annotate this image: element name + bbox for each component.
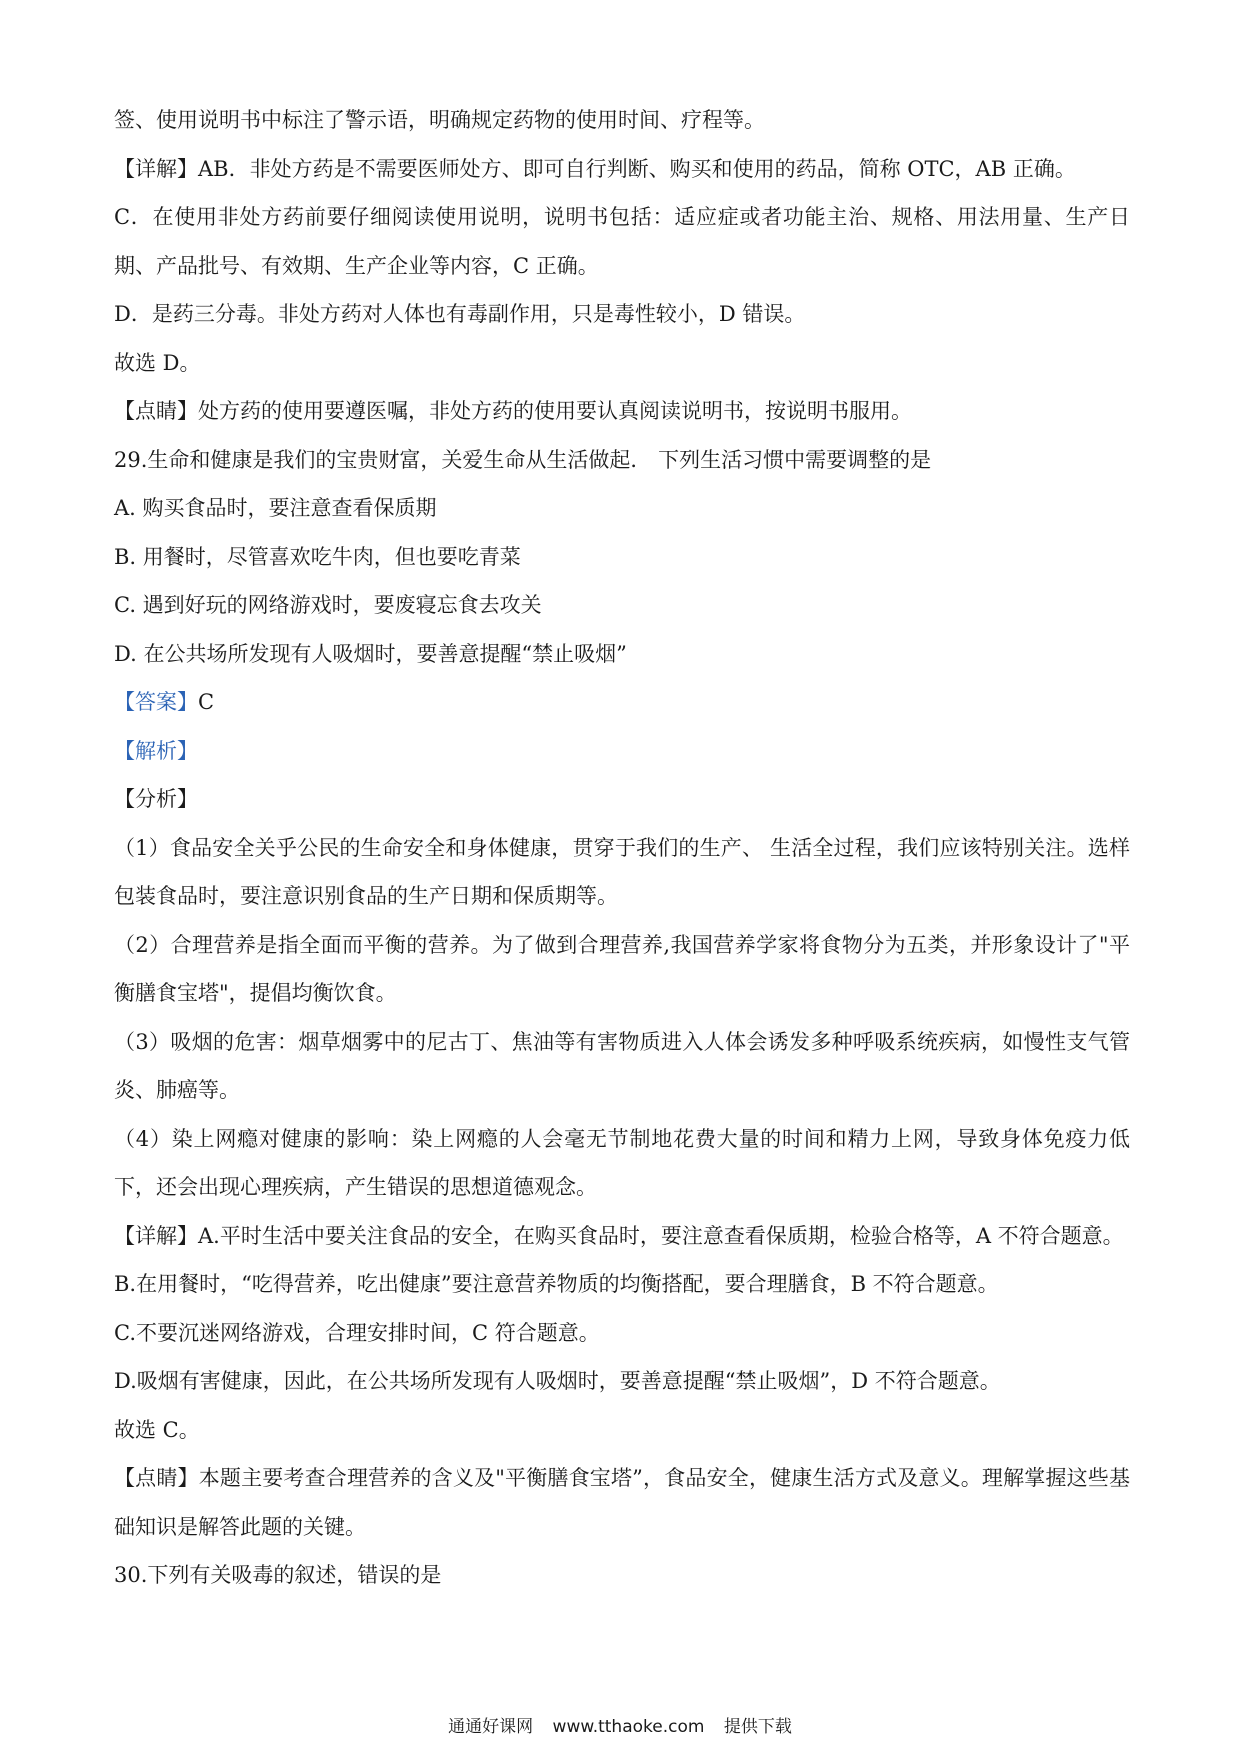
tip-label: 【点睛】 (114, 1466, 199, 1490)
tip-label: 【点睛】 (114, 399, 198, 423)
q29-option-c: C. 遇到好玩的网络游戏时，要废寝忘食去攻关 (114, 593, 542, 617)
q30-stem: 30.下列有关吸毒的叙述，错误的是 (114, 1563, 442, 1587)
q29-fenxi-label: 【分析】 (114, 787, 198, 811)
q29-choose: 故选 C。 (114, 1417, 200, 1442)
q29-analysis-label: 【解析】 (114, 738, 198, 763)
footer-site-name: 通通好课网 (448, 1717, 534, 1737)
q29-analysis-1: （1）食品安全关乎公民的生命安全和身体健康，贯穿于我们的生产、 生活全过程，我们应该特别关注。选样包装食品时，要注意识别食品的生产日期和保质期等。 (114, 835, 1130, 908)
q28-continuation: 签、使用说明书中标注了警示语，明确规定药物的使用时间、疗程等。 (114, 108, 765, 132)
q29-option-b: B. 用餐时，尽管喜欢吃牛肉，但也要吃青菜 (114, 544, 521, 569)
q29-detail-b: B.在用餐时，“吃得营养，吃出健康”要注意营养物质的均衡搭配，要合理膳食，B 不符合题意。 (114, 1272, 999, 1296)
q28-tip: 【点睛】处方药的使用要遵医嘱，非处方药的使用要认真阅读说明书，按说明书服用。 (114, 399, 912, 423)
page-footer (0, 1712, 1240, 1737)
detail-label: 【详解】 (114, 1223, 198, 1248)
q29-detail-c: C.不要沉迷网络游戏，合理安排时间，C 符合题意。 (114, 1320, 600, 1345)
q29-option-a: A. 购买食品时，要注意查看保质期 (114, 496, 437, 520)
q29-analysis-3: （3）吸烟的危害：烟草烟雾中的尼古丁、焦油等有害物质进入人体会诱发多种呼吸系统疾病，如慢性支气管炎、肺癌等。 (114, 1029, 1130, 1102)
detail-label: 【详解】 (114, 156, 198, 181)
document-page (114, 96, 1130, 1600)
q29-option-d: D. 在公共场所发现有人吸烟时，要善意提醒“禁止吸烟” (114, 641, 627, 666)
q28-choose: 故选 D。 (114, 350, 201, 375)
answer-value: C (198, 690, 215, 714)
footer-note: 提供下载 (723, 1717, 792, 1737)
q28-detail-d: D．是药三分毒。非处方药对人体也有毒副作用，只是毒性较小，D 错误。 (114, 302, 806, 326)
q29-analysis-4: （4）染上网瘾对健康的影响：染上网瘾的人会毫无节制地花费大量的时间和精力上网，导致身体免疫力低下，还会出现心理疾病，产生错误的思想道德观念。 (114, 1126, 1130, 1199)
q29-stem: 29.生命和健康是我们的宝贵财富，关爱生命从生活做起． 下列生活习惯中需要调整的是 (114, 447, 932, 472)
footer-url: www.tthaoke.com (552, 1717, 705, 1737)
q29-analysis-2: （2）合理营养是指全面而平衡的营养。为了做到合理营养,我国营养学家将食物分为五类，并形象设计了"平衡膳食宝塔"，提倡均衡饮食。 (114, 932, 1130, 1005)
q29-answer (114, 678, 1130, 727)
q28-detail-ab: 【详解】AB．非处方药是不需要医师处方、即可自行判断、购买和使用的药品，简称 OTC，AB 正确。 (114, 156, 1076, 181)
q29-tip: 【点睛】本题主要考查合理营养的含义及"平衡膳食宝塔”，食品安全，健康生活方式及意义。理解掌握这些基础知识是解答此题的关键。 (114, 1466, 1130, 1539)
q28-detail-c: C．在使用非处方药前要仔细阅读使用说明，说明书包括：适应症或者功能主治、规格、用法用量、生产日期、产品批号、有效期、生产企业等内容，C 正确。 (114, 205, 1130, 278)
answer-label: 【答案】 (114, 690, 198, 714)
q29-detail-a: 【详解】A.平时生活中要关注食品的安全，在购买食品时，要注意查看保质期，检验合格等，A 不符合题意。 (114, 1223, 1124, 1248)
q29-detail-d: D.吸烟有害健康，因此，在公共场所发现有人吸烟时，要善意提醒“禁止吸烟”，D 不符合题意。 (114, 1369, 1001, 1393)
